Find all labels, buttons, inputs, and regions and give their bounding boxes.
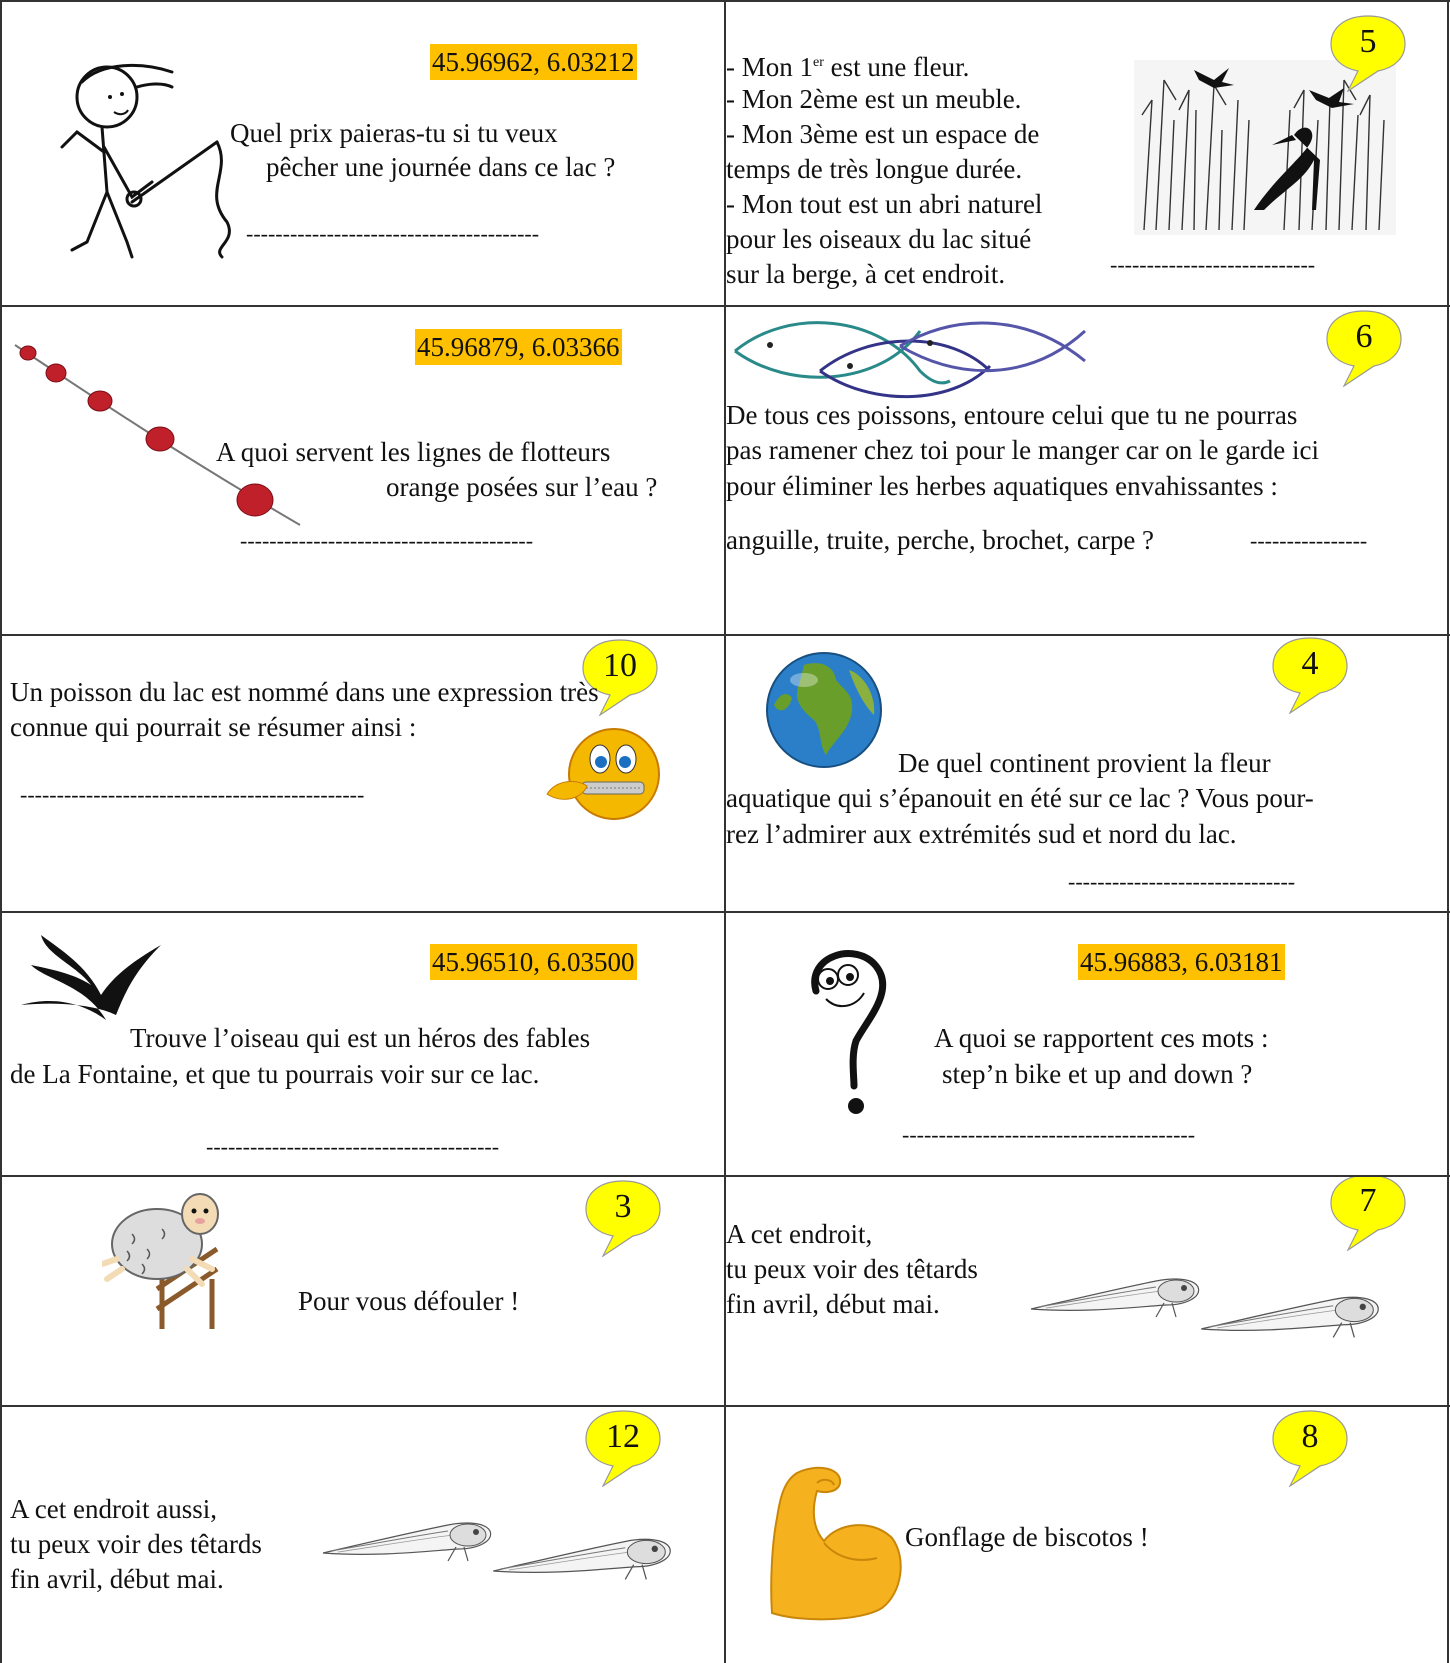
question-line-2: aquatique qui s’épanouit en été sur ce lac ? Vous pour- — [726, 783, 1314, 813]
zipped-mouth-emoji-icon — [542, 724, 662, 829]
sheep-jumping-icon — [102, 1189, 242, 1344]
riddle-line-5: - Mon tout est un abri naturel — [726, 189, 1043, 219]
card-tadpoles-7 — [726, 1177, 1447, 1405]
number-bubble: 3 — [583, 1177, 663, 1257]
number-bubble: 12 — [583, 1407, 663, 1487]
number-bubble: 10 — [580, 636, 660, 716]
question-line-2: step’n bike et up and down ? — [942, 1059, 1253, 1089]
card-float-lines — [2, 307, 724, 634]
question-line-2: de La Fontaine, et que tu pourrais voir sur ce lac. — [10, 1059, 540, 1089]
info-line-2: tu peux voir des têtards — [726, 1254, 978, 1284]
question-line-2: connue qui pourrait se résumer ainsi : — [10, 712, 417, 742]
info-line-2: tu peux voir des têtards — [10, 1529, 262, 1559]
gps-coordinates: 45.96962, 6.03212 — [430, 44, 637, 80]
card-workout-3 — [2, 1177, 724, 1405]
answer-line: ---------------------------------------- — [246, 221, 540, 246]
flexed-biceps-icon — [762, 1463, 912, 1628]
card-tadpoles-12 — [2, 1407, 724, 1663]
tadpoles-icon — [318, 1505, 498, 1570]
question-mark-face-icon — [796, 941, 916, 1126]
question-line-2: pêcher une journée dans ce lac ? — [266, 152, 616, 182]
answer-line: ---------------------------------------- — [902, 1122, 1196, 1147]
question-line-1: A quoi servent les lignes de flotteurs — [216, 437, 611, 467]
fish-options: anguille, truite, perche, brochet, carpe ? — [726, 525, 1155, 555]
info-line-1: A cet endroit, — [726, 1219, 873, 1249]
riddle-line-6: pour les oiseaux du lac situé — [726, 224, 1032, 254]
riddle-line-7: sur la berge, à cet endroit. — [726, 259, 1006, 289]
question-line-3: rez l’admirer aux extrémités sud et nord du lac. — [726, 819, 1237, 849]
answer-line: ----------------------------------------------- — [20, 782, 365, 807]
number-bubble: 8 — [1270, 1407, 1350, 1487]
gps-coordinates: 45.96879, 6.03366 — [415, 329, 622, 365]
card-fable-bird — [2, 913, 724, 1175]
answer-line: ---------------------------------------- — [240, 528, 534, 553]
card-fishing-price — [2, 2, 724, 305]
card-fish-expression — [2, 636, 724, 911]
globe-icon — [764, 650, 884, 775]
question-line-2: orange posées sur l’eau ? — [386, 472, 658, 502]
question-line-1: De tous ces poissons, entoure celui que tu ne pourras — [726, 400, 1298, 430]
number-bubble: 7 — [1328, 1177, 1408, 1251]
answer-line: ---------------------------------------- — [206, 1134, 500, 1159]
riddle-line-2: - Mon 2ème est un meuble. — [726, 84, 1022, 114]
card-fish-choice — [726, 307, 1447, 634]
tadpoles-icon — [1196, 1277, 1386, 1348]
riddle-line-4: temps de très longue durée. — [726, 154, 1023, 184]
number-bubble: 4 — [1270, 636, 1350, 714]
card-riddle-shelter — [726, 2, 1447, 305]
question-line-1: Trouve l’oiseau qui est un héros des fables — [130, 1023, 591, 1053]
question-line-1: A quoi se rapportent ces mots : — [934, 1023, 1269, 1053]
question-line-2: pas ramener chez toi pour le manger car on le garde ici — [726, 435, 1319, 465]
card-flower-continent — [726, 636, 1447, 911]
bird-wings-icon — [16, 925, 166, 1030]
question-line-1: De quel continent provient la fleur — [898, 748, 1271, 778]
answer-line: ------------------------------- — [1068, 869, 1296, 894]
riddle-line-3: - Mon 3ème est un espace de — [726, 119, 1040, 149]
activity-label: Pour vous défouler ! — [298, 1286, 520, 1316]
info-line-3: fin avril, début mai. — [10, 1564, 224, 1594]
tadpoles-icon — [488, 1519, 678, 1590]
info-line-3: fin avril, début mai. — [726, 1289, 940, 1319]
gps-coordinates: 45.96510, 6.03500 — [430, 944, 637, 980]
fish-outline-icon — [730, 311, 1090, 406]
number-bubble: 6 — [1324, 307, 1404, 387]
question-line-1: Quel prix paieras-tu si tu veux — [230, 118, 558, 148]
info-line-1: A cet endroit aussi, — [10, 1494, 217, 1524]
fisherman-icon — [32, 42, 232, 267]
card-sport-words — [726, 913, 1447, 1175]
tadpoles-icon — [1026, 1261, 1206, 1326]
question-line-3: pour éliminer les herbes aquatiques envahissantes : — [726, 471, 1278, 501]
question-line-1: Un poisson du lac est nommé dans une expression très — [10, 677, 599, 707]
number-bubble: 5 — [1328, 12, 1408, 92]
answer-line: ---------------------------- — [1110, 252, 1316, 277]
answer-line: ---------------- — [1250, 528, 1368, 553]
riddle-line-1: - Mon 1er est une fleur. — [726, 52, 970, 82]
card-workout-8 — [726, 1407, 1447, 1663]
activity-label: Gonflage de biscotos ! — [905, 1522, 1149, 1552]
gps-coordinates: 45.96883, 6.03181 — [1078, 944, 1285, 980]
border-right — [1447, 0, 1449, 1663]
